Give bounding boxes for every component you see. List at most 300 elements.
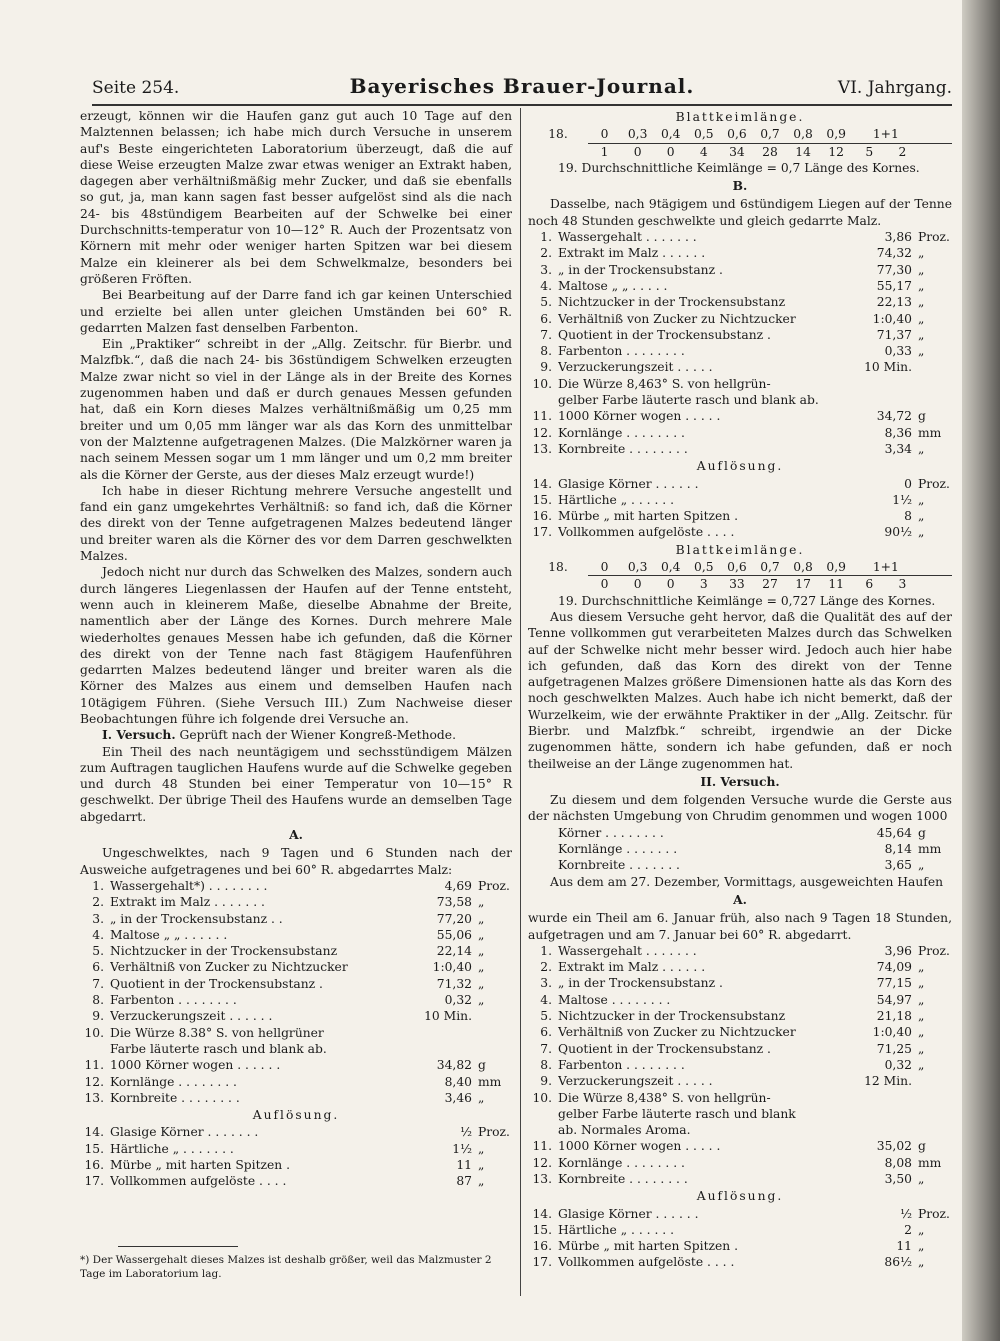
row-unit: „ <box>478 895 485 910</box>
row-unit: „ <box>918 976 925 991</box>
row-value: 86½ <box>884 1255 912 1270</box>
row-value: 77,15 <box>876 976 912 991</box>
row-unit <box>472 1041 512 1057</box>
row-label: Wassergehalt . . . . . . . <box>558 943 697 958</box>
row-label: Verhältniß von Zucker zu Nichtzucker <box>558 1025 796 1040</box>
row-number: 17. <box>532 525 552 540</box>
experiment-1-heading <box>80 727 512 743</box>
row-label: Kornbreite . . . . . . . . <box>558 1172 688 1186</box>
row-value: 0,32 <box>884 1057 912 1072</box>
blattkeim-head: 0,5 <box>694 127 714 142</box>
row-unit: „ <box>478 1090 485 1105</box>
section-subheading: Auflösung. <box>696 1189 784 1204</box>
average-germ-length: 19. Durchschnittliche Keimlänge = 0,727 Länge des Kornes. <box>558 593 936 608</box>
row-label: Verhältniß von Zucker zu Nichtzucker <box>558 311 796 326</box>
column-divider <box>520 108 521 1296</box>
row-number: 7. <box>540 1041 552 1056</box>
row-number: 14. <box>532 1206 552 1221</box>
row-label: Verhältniß von Zucker zu Nichtzucker <box>110 960 348 975</box>
row-number: 8. <box>540 1057 552 1072</box>
row-number: 7. <box>92 976 104 991</box>
results-table <box>528 476 952 541</box>
row-label: ab. Normales Aroma. <box>558 1123 691 1138</box>
row-label: Mürbe „ mit harten Spitzen . <box>558 1239 739 1254</box>
row-number: 3. <box>92 911 104 926</box>
row-unit: „ <box>918 1255 925 1270</box>
row-label: Kornlänge . . . . . . . . <box>558 1155 685 1170</box>
row-label: Maltose . . . . . . . . <box>558 992 671 1007</box>
row-number: 15. <box>84 1141 104 1156</box>
experiment-1-title: I. Versuch. <box>102 727 176 743</box>
blattkeim-head: 1+1 <box>872 127 899 142</box>
row-number: 11. <box>532 409 552 424</box>
journal-title: Bayerisches Brauer-Journal. <box>349 74 695 98</box>
row-number: 10. <box>84 1025 104 1040</box>
results-table <box>528 229 952 457</box>
paragraph: Aus diesem Versuche geht hervor, daß die Qualität des auf der Tenne vollkommen gut verarbeiteten Malzes durch das Schwelken auf der Schwelke nicht mehr besser wird. Jedoch auch hier habe ich gefunden, daß das Korn des direkt von der Tenne aufgetragenen Malzes größere Dimensionen hatte als das Korn des noch geschwelkten Malzes. Auch habe ich nicht bemerkt, daß der Wurzelkeim, wie der erwähnte Praktiker in der „Allg. Zeitschr. für Bierbr. und Malzfbk.“ schreibt, irgendwie an der Dicke zugenommen hätte, sondern ich habe gefunden, daß er noch theilweise an der Länge zugenommen hat. <box>528 609 952 771</box>
row-number <box>528 392 558 408</box>
row-number: 5. <box>540 295 552 310</box>
row-unit <box>472 1025 512 1041</box>
row-number: 10. <box>532 1090 552 1105</box>
blattkeim-value: 17 <box>795 577 811 592</box>
row-unit <box>912 1090 952 1106</box>
row-value: 1½ <box>452 1141 472 1156</box>
right-column <box>528 108 952 1271</box>
row-value: 77,20 <box>436 911 472 926</box>
row-unit: „ <box>918 344 925 359</box>
row-unit: „ <box>478 1141 485 1156</box>
row-unit <box>912 359 952 375</box>
row-value: 1½ <box>892 492 912 507</box>
row-value: 2 <box>904 1222 912 1237</box>
row-unit: „ <box>478 927 485 942</box>
row-label: Farbenton . . . . . . . . <box>558 344 685 359</box>
row-number: 3. <box>540 262 552 277</box>
left-column <box>80 108 512 1190</box>
blattkeim-values-row <box>588 143 952 160</box>
row-number: 13. <box>532 1172 552 1186</box>
row-number: 16. <box>532 1239 552 1254</box>
blattkeim-value: 0 <box>600 577 609 592</box>
row-unit: „ <box>478 976 485 991</box>
row-value: 4,69 <box>444 878 472 893</box>
row-value: 22,13 <box>876 295 912 310</box>
row-value: 11 <box>896 1239 912 1254</box>
blattkeim-head: 0,3 <box>627 127 648 142</box>
row-unit: „ <box>478 944 485 959</box>
row-label: Quotient in der Trockensubstanz . <box>558 1041 771 1056</box>
blattkeim-head: 0,3 <box>627 560 648 575</box>
row-label: „ in der Trockensubstanz . <box>558 976 723 991</box>
row-unit: Proz. <box>918 943 950 958</box>
row-value: ½ <box>900 1206 912 1221</box>
row-value: 3,50 <box>884 1172 912 1186</box>
row-value: 1:0,40 <box>872 311 912 326</box>
paragraph: Ich habe in dieser Richtung mehrere Versuche angestellt und fand ein ganz umgekehrtes Verhältniß: so fand ich, daß die Körner des direkt von der Tenne aufgetragenen Malzes bedeutend länger und breiter waren als die Körner des vor dem Darren geschwelkten Malzes. <box>80 483 512 564</box>
row-label: gelber Farbe läuterte rasch und blank <box>558 1106 796 1121</box>
row-unit: mm <box>918 425 942 440</box>
row-unit: „ <box>918 992 925 1007</box>
row-unit: „ <box>918 1057 925 1072</box>
row-label: Farbenton . . . . . . . . <box>110 993 237 1008</box>
row-number: 6. <box>540 311 552 326</box>
paragraph: erzeugt, können wir die Haufen ganz gut auch 10 Tage auf den Malztennen belassen; ich habe mich durch Versuche in unserem auf's Beste eingerichteten Laboratorium überzeugt, daß die auf diese Weise erzeugten Malze zwar etwas weniger an Extrakt haben, dagegen aber verhältnißmäßig mehr Zucker, und daß sie ebenfalls so gut, ja, man kann sagen fast besser aufgelöst sind als die nach 24- bis 48stündigem Bearbeiten auf der Schwelke bei einer Durchschnitts-temperatur von 10—12° R. Auch der Prozentsatz von Körnern mit mehr oder weniger harten Spitzen war bei diesem Malze ein kleinerer als bei dem Schwelkmalze, besonders bei größeren Fröften. <box>80 109 512 286</box>
row-number: 18. <box>548 127 568 142</box>
row-unit: „ <box>918 1239 925 1254</box>
row-label: Farbenton . . . . . . . . <box>558 1057 685 1072</box>
row-value: 55,06 <box>436 927 472 942</box>
row-unit: Proz. <box>918 230 950 245</box>
row-value: 8,14 <box>884 842 912 857</box>
footnote <box>80 1246 512 1281</box>
row-label: „ in der Trockensubstanz . . <box>110 911 283 926</box>
blattkeim-value: 0 <box>666 577 675 592</box>
row-unit: Proz. <box>478 1125 510 1140</box>
row-label: 1000 Körner wogen . . . . . <box>558 1139 721 1154</box>
row-unit: „ <box>918 262 925 277</box>
row-label: gelber Farbe läuterte rasch und blank ab. <box>558 393 819 408</box>
blattkeim-value: 1 <box>600 144 609 159</box>
row-unit: „ <box>918 311 925 326</box>
row-number: 8. <box>92 993 104 1008</box>
row-number: 15. <box>532 1222 552 1237</box>
row-number: 10. <box>532 376 552 391</box>
blattkeim-value: 11 <box>828 577 844 592</box>
row-unit: g <box>918 825 926 840</box>
row-unit: „ <box>478 1158 485 1172</box>
section-subheading: Blattkeimlänge. <box>675 110 805 124</box>
paragraph: Bei Bearbeitung auf der Darre fand ich gar keinen Unterschied und erzielte bei allen unter gleichen Umständen bei 60° R. gedarrten Malzen fast denselben Farbenton. <box>80 288 512 335</box>
blattkeim-value: 5 <box>865 144 874 159</box>
experiment-1-method: Geprüft nach der Wiener Kongreß-Methode. <box>179 728 456 743</box>
row-value: 3,96 <box>884 943 912 958</box>
row-number: 13. <box>84 1090 104 1105</box>
barley-table <box>528 825 952 874</box>
blattkeim-head: 0,4 <box>660 560 681 575</box>
row-label: Die Würze 8,463° S. von hellgrün- <box>558 376 771 391</box>
row-value: 35,02 <box>876 1139 912 1154</box>
row-unit: „ <box>918 509 925 524</box>
row-label: Glasige Körner . . . . . . . <box>110 1125 259 1140</box>
results-table <box>528 1206 952 1271</box>
row-unit: mm <box>918 842 942 857</box>
row-number: 11. <box>532 1139 552 1154</box>
row-label: Wassergehalt*) . . . . . . . . <box>110 878 268 893</box>
row-label: Nichtzucker in der Trockensubstanz <box>558 1009 786 1024</box>
row-number: 13. <box>532 441 552 456</box>
row-label: Extrakt im Malz . . . . . . . <box>110 895 265 910</box>
row-number: 12. <box>532 425 552 440</box>
row-value <box>848 376 912 392</box>
row-label: Die Würze 8.38° S. von hellgrüner <box>110 1025 324 1040</box>
row-unit: g <box>918 1139 926 1154</box>
blattkeim-value: 12 <box>828 144 844 159</box>
row-value: 3,86 <box>884 230 912 245</box>
row-label: 1000 Körner wogen . . . . . . <box>110 1058 281 1073</box>
row-label: Mürbe „ mit harten Spitzen . <box>110 1158 291 1172</box>
row-value: 77,30 <box>876 262 912 277</box>
row-value: 3,65 <box>884 858 912 873</box>
row-unit <box>472 1008 512 1024</box>
row-number <box>528 825 558 841</box>
row-label: Kornlänge . . . . . . . <box>558 842 678 857</box>
blattkeim-head: 0,9 <box>826 560 846 575</box>
row-value: 73,58 <box>436 895 472 910</box>
blattkeim-value: 4 <box>699 144 708 159</box>
row-label: Kornbreite . . . . . . . . <box>558 441 688 456</box>
row-label: Maltose „ „ . . . . . . <box>110 927 228 942</box>
row-label: Glasige Körner . . . . . . <box>558 476 699 491</box>
row-number <box>528 857 558 873</box>
blattkeim-value: 33 <box>729 577 745 592</box>
row-unit: „ <box>918 960 925 975</box>
row-label: Extrakt im Malz . . . . . . <box>558 960 706 975</box>
row-value: 74,32 <box>876 246 912 261</box>
blattkeim-head: 0 <box>600 127 609 142</box>
row-value: 10 Min. <box>424 1009 472 1024</box>
row-number: 9. <box>540 360 552 375</box>
row-number: 14. <box>84 1125 104 1140</box>
row-number: 2. <box>92 895 104 910</box>
row-number: 16. <box>532 509 552 524</box>
row-number: 6. <box>540 1025 552 1040</box>
row-number: 12. <box>532 1155 552 1170</box>
row-label: Wassergehalt . . . . . . . <box>558 230 697 245</box>
row-label: Verzuckerungszeit . . . . . <box>558 1074 713 1089</box>
row-value: ½ <box>460 1125 472 1140</box>
row-value: 8 <box>904 509 912 524</box>
row-unit: „ <box>918 278 925 293</box>
section-heading: B. <box>732 178 748 194</box>
blattkeim-head: 1+1 <box>872 560 899 575</box>
row-unit: „ <box>918 1172 925 1186</box>
blattkeim-value: 28 <box>762 144 778 159</box>
section-subheading: Blattkeimlänge. <box>675 542 805 557</box>
row-number: 9. <box>540 1074 552 1089</box>
row-unit: Proz. <box>918 1206 950 1221</box>
row-label: Kornlänge . . . . . . . . <box>110 1074 237 1089</box>
page-number: Seite 254. <box>92 78 180 98</box>
row-label: Extrakt im Malz . . . . . . <box>558 246 706 261</box>
row-value <box>848 392 912 408</box>
row-number: 4. <box>540 992 552 1007</box>
row-label: Verzuckerungszeit . . . . . . <box>110 1009 273 1024</box>
section-heading: A. <box>733 891 747 907</box>
blattkeim-head: 0,9 <box>826 127 846 142</box>
row-label: Kornbreite . . . . . . . <box>558 858 680 873</box>
row-value: 0,33 <box>884 344 912 359</box>
row-value <box>848 1106 912 1122</box>
row-value: 21,18 <box>876 1009 912 1024</box>
row-number: 3. <box>540 976 552 991</box>
row-number <box>528 1106 558 1122</box>
row-number: 14. <box>532 476 552 491</box>
row-value: 55,17 <box>876 278 912 293</box>
results-table <box>80 878 512 1106</box>
row-value: 12 Min. <box>864 1074 912 1089</box>
paragraph: Ein Theil des nach neuntägigem und sechsstündigem Mälzen zum Auftragen tauglichen Haufens wurde auf die Schwelke gegeben und durch 48 Stunden bei einer Temperatur von 10—15° R geschwelkt. Der übrige Theil des Haufens wurde an demselben Tage abgedarrt. <box>80 744 512 824</box>
paragraph: Aus dem am 27. Dezember, Vormittags, ausgeweichten Haufen <box>550 874 944 889</box>
paragraph: Jedoch nicht nur durch das Schwelken des Malzes, sondern auch durch längeres Liegenlassen der Haufen auf der Tenne entsteht, wenn auch in kleinerem Maße, dieselbe Abnahme der Breite, namentlich aber der Länge des Kornes. Durch mehrere Male wiederholtes genaues Messen habe ich gefunden, daß die Körner des direkt von der Tenne nach fast 8tägigem Haufenführen gedarrten Malzes bedeutend länger und breiter waren als die Körner des Malzes aus einem und demselben Haufen nach 10tägigem Führen. (Siehe Versuch III.) Zum Nachweise dieser Beobachtungen führe ich folgende drei Versuche an. <box>80 565 512 726</box>
results-table <box>80 1124 512 1189</box>
row-value: 3,34 <box>884 441 912 456</box>
average-germ-length: 19. Durchschnittliche Keimlänge = 0,7 Länge des Kornes. <box>558 160 920 175</box>
row-unit: „ <box>478 993 485 1008</box>
row-value: 1:0,40 <box>432 960 472 975</box>
row-unit: „ <box>918 295 925 310</box>
row-value <box>408 1041 472 1057</box>
paragraph: Ein „Praktiker“ schreibt in der „Allg. Zeitschr. für Bierbr. und Malzfbk.“, daß die nach 24- bis 36stündigem Schwelken erzeugten Malze zwar nicht so viel in der Länge als in der Breite des Kornes zugenommen haben und daß er durch genaues Messen gefunden hat, daß ein Korn dieses Malzes verhältnißmäßig um 0,25 mm breiter und um 0,05 mm länger war als das Korn des unmittelbar von der Malztenne aufgetragenen Malzes. (Die Malzkörner waren ja nach seinem Messen sogar um 1 mm länger und um 0,2 mm breiter als die Körner der Gerste, aus der dieses Malz erzeugt wurde!) <box>80 337 512 482</box>
row-label: Quotient in der Trockensubstanz . <box>110 976 323 991</box>
row-number: 12. <box>84 1074 104 1089</box>
row-label: Vollkommen aufgelöste . . . . <box>558 525 735 540</box>
blattkeim-head: 0,4 <box>660 127 681 142</box>
footnote-text: *) Der Wassergehalt dieses Malzes ist deshalb größer, weil das Malzmuster 2 Tage im Laboratorium lag. <box>80 1254 492 1280</box>
page-edge-shadow <box>962 0 1000 1341</box>
row-value: 90½ <box>884 525 912 540</box>
blattkeim-head: 0 <box>600 560 609 575</box>
blattkeim-value: 34 <box>729 144 745 159</box>
row-unit: g <box>918 409 926 424</box>
row-label: Vollkommen aufgelöste . . . . <box>110 1174 287 1189</box>
row-label: Die Würze 8,438° S. von hellgrün- <box>558 1090 771 1105</box>
row-number: 8. <box>540 344 552 359</box>
row-value: 0,32 <box>444 993 472 1008</box>
row-label: Nichtzucker in der Trockensubstanz <box>110 944 338 959</box>
row-number: 1. <box>92 878 104 893</box>
row-value: 34,82 <box>436 1058 472 1073</box>
row-unit: „ <box>918 1041 925 1056</box>
row-value: 71,37 <box>876 327 912 342</box>
row-value: 8,40 <box>444 1074 472 1089</box>
row-value: 0 <box>904 476 912 491</box>
row-unit <box>912 1073 952 1089</box>
row-value: 87 <box>456 1174 472 1189</box>
row-unit <box>912 392 952 408</box>
row-number: 7. <box>540 327 552 342</box>
row-number: 4. <box>92 927 104 942</box>
row-number: 18. <box>548 560 568 575</box>
row-value <box>408 1025 472 1041</box>
paragraph: Dasselbe, nach 9tägigem und 6stündigem Liegen auf der Tenne noch 48 Stunden geschwelkte und gleich gedarrte Malz. <box>528 197 952 228</box>
row-number: 15. <box>532 492 552 507</box>
paragraph: Ungeschwelktes, nach 9 Tagen und 6 Stunden nach der Ausweiche aufgetragenes und bei 60° R. abgedarrtes Malz: <box>80 846 512 877</box>
row-value <box>848 1122 912 1138</box>
footnote-rule <box>118 1246 238 1247</box>
section-heading: A. <box>289 827 303 843</box>
paragraph: Zu diesem und dem folgenden Versuche wurde die Gerste aus der nächsten Umgebung von Chrudim genommen und wogen 1000 <box>528 793 952 824</box>
row-number <box>528 1122 558 1138</box>
row-value: 71,25 <box>876 1041 912 1056</box>
row-value: 34,72 <box>876 409 912 424</box>
page-header <box>92 74 952 104</box>
row-label: Kornlänge . . . . . . . . <box>558 425 685 440</box>
blattkeim-head: 0,8 <box>793 127 813 142</box>
row-label: Maltose „ „ . . . . . <box>558 278 668 293</box>
row-number: 17. <box>532 1255 552 1270</box>
volume-label: VI. Jahrgang. <box>837 78 952 98</box>
row-unit: mm <box>478 1074 502 1089</box>
blattkeim-value: 6 <box>865 577 874 592</box>
row-label: Glasige Körner . . . . . . <box>558 1206 699 1221</box>
row-number: 2. <box>540 960 552 975</box>
row-label: Härtliche „ . . . . . . <box>558 492 675 507</box>
row-label: Härtliche „ . . . . . . <box>558 1222 675 1237</box>
row-value: 54,97 <box>876 992 912 1007</box>
row-label: Mürbe „ mit harten Spitzen . <box>558 509 739 524</box>
blattkeim-value: 0 <box>633 577 642 592</box>
blattkeim-head: 0,7 <box>760 127 780 142</box>
blattkeim-value: 0 <box>666 144 675 159</box>
row-unit: „ <box>918 1025 925 1040</box>
row-unit: „ <box>478 1174 485 1189</box>
row-number: 9. <box>92 1009 104 1024</box>
header-rule <box>92 104 952 106</box>
blattkeim-header-row <box>528 126 952 142</box>
blattkeim-head: 0,8 <box>793 560 813 575</box>
row-unit <box>912 1106 952 1122</box>
row-value: 74,09 <box>876 960 912 975</box>
row-value: 45,64 <box>876 825 912 840</box>
row-label: Körner . . . . . . . . <box>558 825 664 840</box>
row-unit: „ <box>918 525 925 540</box>
row-number: 5. <box>92 944 104 959</box>
blattkeim-value: 2 <box>898 144 907 159</box>
row-number: 5. <box>540 1009 552 1024</box>
row-number: 2. <box>540 246 552 261</box>
blattkeim-header-row <box>528 559 952 575</box>
row-number: 1. <box>540 230 552 245</box>
row-number <box>528 841 558 857</box>
section-subheading: Auflösung. <box>696 459 784 474</box>
row-unit: g <box>478 1058 486 1073</box>
row-value: 11 <box>456 1158 472 1172</box>
row-unit: „ <box>478 960 485 975</box>
row-value: 71,32 <box>436 976 472 991</box>
row-unit <box>912 1122 952 1138</box>
row-number: 6. <box>92 960 104 975</box>
blattkeim-head: 0,6 <box>727 560 747 575</box>
row-unit: „ <box>478 911 485 926</box>
row-number: 16. <box>84 1158 104 1172</box>
paragraph: wurde ein Theil am 6. Januar früh, also nach 9 Tagen 18 Stunden, aufgetragen und am 7. Januar bei 60° R. abgedarrt. <box>528 911 952 942</box>
blattkeim-value: 0 <box>633 144 642 159</box>
row-unit: Proz. <box>918 476 950 491</box>
blattkeim-value: 3 <box>699 577 708 592</box>
row-label: Verzuckerungszeit . . . . . <box>558 360 713 375</box>
row-number: 4. <box>540 278 552 293</box>
section-subheading: Auflösung. <box>252 1108 340 1123</box>
row-number: 1. <box>540 943 552 958</box>
row-number: 17. <box>84 1174 104 1189</box>
row-value: 8,08 <box>884 1155 912 1170</box>
row-value: 3,46 <box>444 1090 472 1105</box>
row-number: 11. <box>84 1058 104 1073</box>
results-table <box>528 943 952 1187</box>
row-unit: „ <box>918 492 925 507</box>
row-label: Nichtzucker in der Trockensubstanz <box>558 295 786 310</box>
blattkeim-head: 0,7 <box>760 560 780 575</box>
row-unit: „ <box>918 1009 925 1024</box>
row-label: „ in der Trockensubstanz . <box>558 262 723 277</box>
row-unit: Proz. <box>478 878 510 893</box>
blattkeim-head: 0,6 <box>727 127 747 142</box>
row-value: 1:0,40 <box>872 1025 912 1040</box>
blattkeim-values-row <box>588 575 952 592</box>
row-label: Kornbreite . . . . . . . . <box>110 1090 240 1105</box>
blattkeim-value: 27 <box>762 577 778 592</box>
